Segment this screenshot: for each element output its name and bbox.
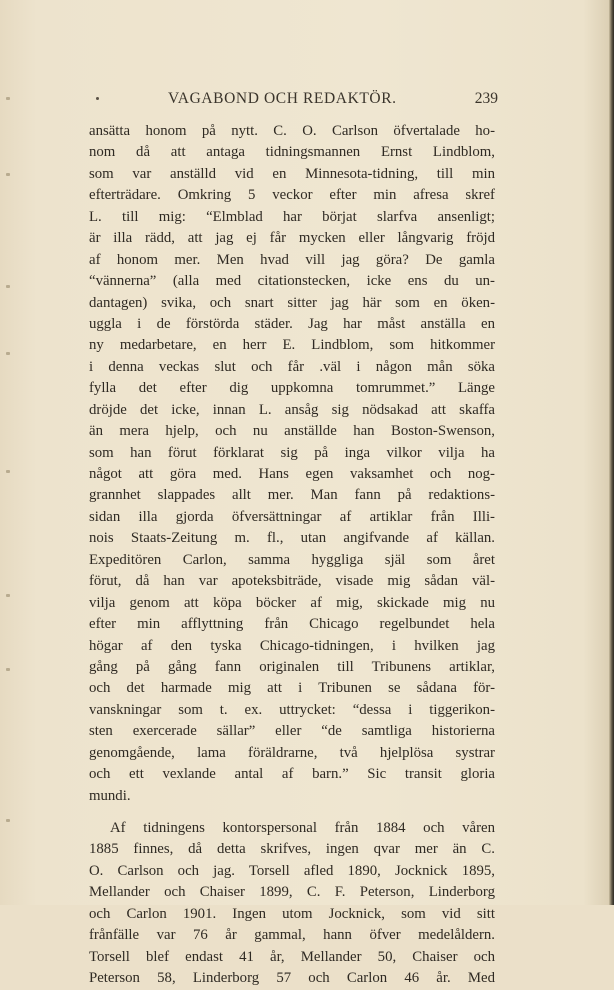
text-line: mundi. bbox=[89, 787, 131, 804]
running-title: VAGABOND OCH REDAKTÖR. bbox=[168, 90, 397, 107]
text-line: dantagen) svika, och snart sitter jag här som en öken- bbox=[89, 294, 495, 311]
text-line: frånfälle var 76 år gammal, hann öfver medelåldern. bbox=[89, 927, 495, 944]
page-edge-shadow bbox=[609, 0, 614, 905]
text-line: ny medarbetare, en herr E. Lindblom, som hitkommer bbox=[89, 337, 495, 354]
text-line: vilja genom att köpa böcker af mig, skickade mig nu bbox=[89, 594, 495, 611]
text-line: något att göra med. Hans egen vaksamhet och nog- bbox=[89, 466, 495, 482]
text-line: nois Staats-Zeitung m. fl., utan angifvande af källan. bbox=[89, 530, 495, 547]
text-line: som han förut förklarat sig på inga vilkor vilja ha bbox=[89, 444, 495, 461]
text-line: efterträdare. Omkring 5 veckor efter min afresa skref bbox=[89, 187, 495, 204]
text-line: Peterson 58, Linderborg 57 och Carlon 46 år. Med bbox=[89, 970, 495, 987]
running-header bbox=[88, 88, 500, 114]
paragraph bbox=[89, 818, 495, 990]
text-line: grannhet slappades allt mer. Man fann på redaktions- bbox=[89, 487, 495, 504]
text-line: Mellander och Chaiser 1899, C. F. Peterson, Linderborg bbox=[89, 884, 495, 901]
text-line: uggla i de förstörda städer. Jag har måst anställa en bbox=[89, 315, 495, 332]
text-line: nom då att antaga tidningsmannen Ernst Lindblom, bbox=[89, 144, 495, 161]
text-line: genomgående, lama föräldrarne, två hjelplösa systrar bbox=[89, 744, 495, 761]
text-line: gång på gång fann originalen till Tribunens artiklar, bbox=[89, 658, 495, 675]
text-line: vanskningar som t. ex. uttrycket: “dessa i tiggerikon- bbox=[89, 701, 495, 718]
text-line: och det harmade mig att i Tribunen se sådana för- bbox=[89, 680, 495, 697]
text-line: förut, då han var apoteksbiträde, visade mig sådan väl- bbox=[89, 573, 495, 590]
header-dot bbox=[96, 97, 99, 100]
text-line: och ett vexlande antal af barn.” Sic transit gloria bbox=[89, 766, 495, 783]
text-line: i denna veckas slut och får .väl i någon mån söka bbox=[89, 358, 495, 375]
text-line: dröjde det icke, innan L. ansåg sig nödsakad att skaffa bbox=[89, 401, 495, 418]
text-line: L. till mig: “Elmblad har börjat slarfva ansenligt; bbox=[89, 208, 495, 225]
text-line: Af tidningens kontorspersonal från 1884 och våren bbox=[110, 820, 495, 836]
text-line: 1885 finnes, då detta skrifves, ingen qvar mer än C. bbox=[89, 841, 495, 858]
page-number: 239 bbox=[474, 90, 498, 107]
text-line: “vännerna” (alla med citationstecken, icke ens du un- bbox=[89, 273, 495, 290]
text-line: än mera hjelp, och nu anställde han Boston-Swenson, bbox=[89, 423, 495, 440]
text-line: fylla det efter dig uppkomna tomrummet.” Länge bbox=[89, 380, 495, 397]
paragraph bbox=[89, 121, 495, 807]
text-line: är illa rädd, att jag ej får mycken eller långvarig fröjd bbox=[89, 230, 495, 247]
text-line: som var anställd vid en Minnesota-tidning, till min bbox=[89, 165, 495, 182]
text-line: Torsell blef endast 41 år, Mellander 50, Chaiser och bbox=[89, 948, 495, 965]
text-line: Expeditören Carlon, samma hyggliga själ som året bbox=[89, 551, 495, 568]
text-line: ansätta honom på nytt. C. O. Carlson öfvertalade ho- bbox=[89, 123, 495, 139]
text-line: sidan illa gjorda öfversättningar af artiklar från Illi- bbox=[89, 508, 495, 525]
text-line: efter min afflyttning från Chicago regelbundet hela bbox=[89, 616, 495, 633]
body-text bbox=[89, 121, 495, 990]
page-margin-marks bbox=[6, 0, 14, 905]
text-line: af honom mer. Men hvad vill jag göra? De gamla bbox=[89, 251, 495, 268]
text-line: O. Carlson och jag. Torsell afled 1890, Jocknick 1895, bbox=[89, 862, 495, 879]
text-line: högar af den tyska Chicago-tidningen, i hvilken jag bbox=[89, 637, 495, 654]
text-line: sten exercerade sällar” eller “de samtliga historierna bbox=[89, 723, 495, 740]
text-line: och Carlon 1901. Ingen utom Jocknick, som vid sitt bbox=[89, 905, 495, 922]
